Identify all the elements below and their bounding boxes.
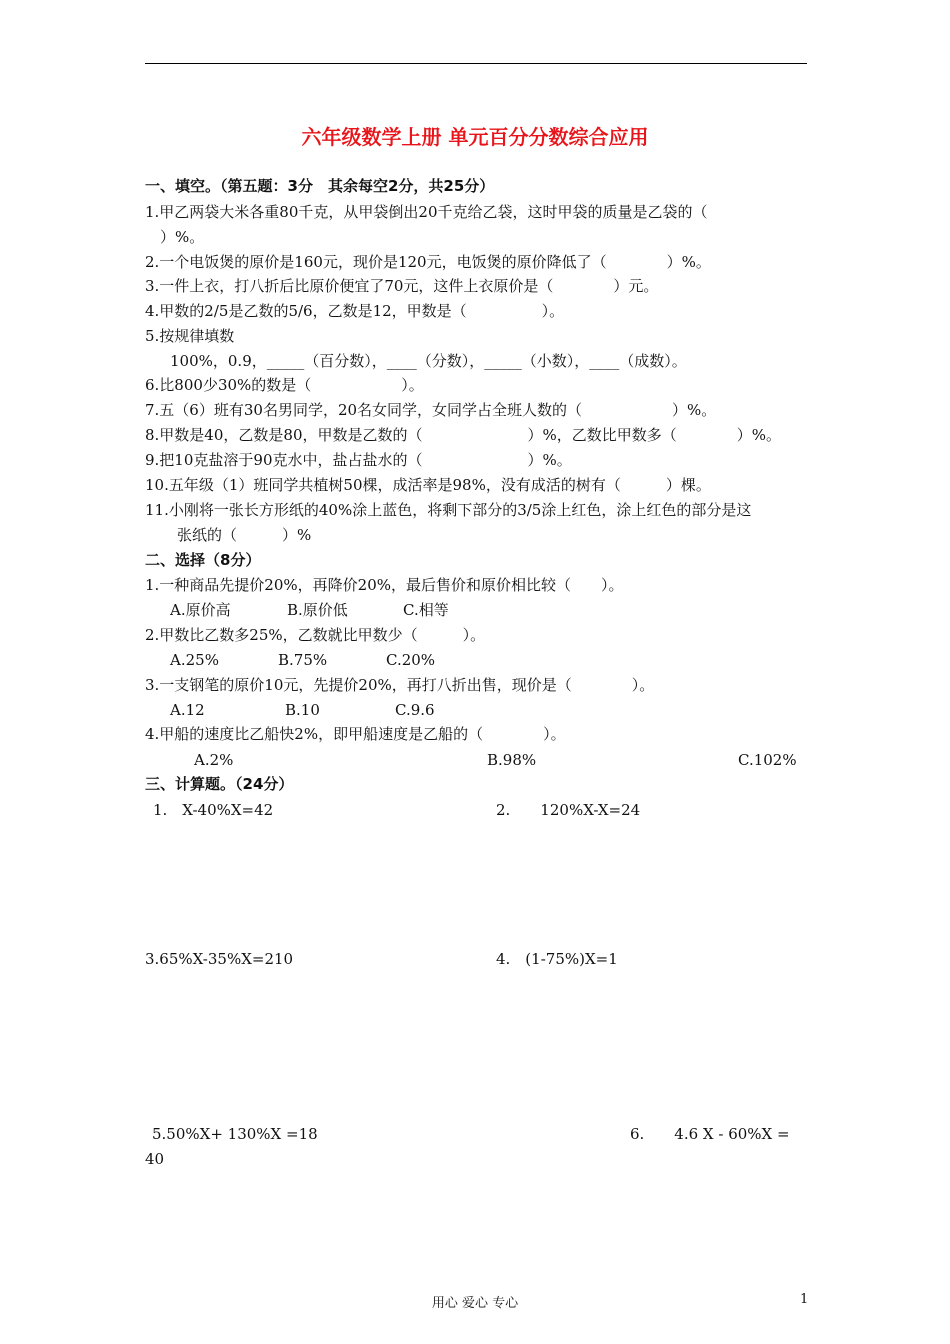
- question-7: 7.五（6）班有30名男同学，20名女同学，女同学占全班人数的（ ）%。: [145, 401, 717, 419]
- question-1-line1: 1.甲乙两袋大米各重80千克，从甲袋倒出20千克给乙袋，这时甲袋的质量是乙袋的（: [145, 203, 708, 221]
- choice-4-option-c: C.102%: [738, 751, 797, 769]
- choice-4-option-b: B.98%: [487, 751, 537, 769]
- choice-1-option-a: A.原价高: [170, 601, 231, 619]
- question-11-line1: 11.小刚将一张长方形纸的40%涂上蓝色，将剩下部分的3/5涂上红色，涂上红色的部分是这: [145, 501, 752, 519]
- choice-question-2: 2.甲数比乙数多25%，乙数就比甲数少（ ）。: [145, 626, 486, 644]
- question-5: 5.按规律填数: [145, 327, 235, 345]
- question-3: 3.一件上衣，打八折后比原价便宜了70元，这件上衣原价是（ ）元。: [145, 277, 659, 295]
- question-10: 10.五年级（1）班同学共植树50棵，成活率是98%，没有成活的树有（ ）棵。: [145, 476, 711, 494]
- question-4: 4.甲数的2/5是乙数的5/6，乙数是12，甲数是（ ）。: [145, 302, 565, 320]
- question-1-line2: ）%。: [160, 228, 205, 246]
- section3-heading: 三、计算题。（24分）: [145, 775, 294, 793]
- equation-6-continued: 40: [145, 1150, 165, 1168]
- choice-1-option-c: C.相等: [403, 601, 449, 619]
- equation-2: 2. 120%X-X=24: [496, 801, 641, 819]
- choice-4-option-a: A.2%: [194, 751, 234, 769]
- page-title: 六年级数学上册 单元百分分数综合应用: [301, 125, 649, 149]
- section1-heading: 一、填空。（第五题：3分 其余每空2分，共25分）: [145, 177, 495, 195]
- question-11-line2: 张纸的（ ）%: [177, 526, 312, 544]
- choice-question-3: 3.一支钢笔的原价10元，先提价20%，再打八折出售，现价是（ ）。: [145, 676, 655, 694]
- question-5-sequence: 100%，0.9，_____（百分数），____（分数），_____（小数），____（成数）。: [170, 352, 687, 370]
- choice-3-option-b: B.10: [285, 701, 320, 719]
- equation-6: 6. 4.6 X - 60%X =: [630, 1125, 790, 1143]
- choice-question-4: 4.甲船的速度比乙船快2%，即甲船速度是乙船的（ ）。: [145, 725, 566, 743]
- question-6: 6.比800少30%的数是（ ）。: [145, 376, 424, 394]
- choice-3-option-a: A.12: [170, 701, 205, 719]
- choice-2-option-c: C.20%: [386, 651, 436, 669]
- page-footer: 用心 爱心 专心: [431, 1296, 519, 1311]
- choice-2-option-a: A.25%: [170, 651, 219, 669]
- question-8: 8.甲数是40，乙数是80，甲数是乙数的（ ）%，乙数比甲数多（ ）%。: [145, 426, 781, 444]
- section2-heading: 二、选择（8分）: [145, 551, 261, 569]
- equation-4: 4. (1-75%)X=1: [496, 950, 618, 968]
- header-rule: [145, 63, 807, 64]
- question-2: 2.一个电饭煲的原价是160元，现价是120元，电饭煲的原价降低了（ ）%。: [145, 253, 711, 271]
- choice-question-1: 1.一种商品先提价20%，再降价20%，最后售价和原价相比较（ ）。: [145, 576, 624, 594]
- choice-3-option-c: C.9.6: [395, 701, 435, 719]
- equation-1: 1. X-40%X=42: [153, 801, 274, 819]
- equation-3: 3.65%X-35%X=210: [145, 950, 294, 968]
- equation-5: 5.50%X+ 130%X =18: [152, 1125, 318, 1143]
- page-number: 1: [800, 1292, 809, 1307]
- question-9: 9.把10克盐溶于90克水中，盐占盐水的（ ）%。: [145, 451, 572, 469]
- choice-2-option-b: B.75%: [278, 651, 328, 669]
- choice-1-option-b: B.原价低: [287, 601, 348, 619]
